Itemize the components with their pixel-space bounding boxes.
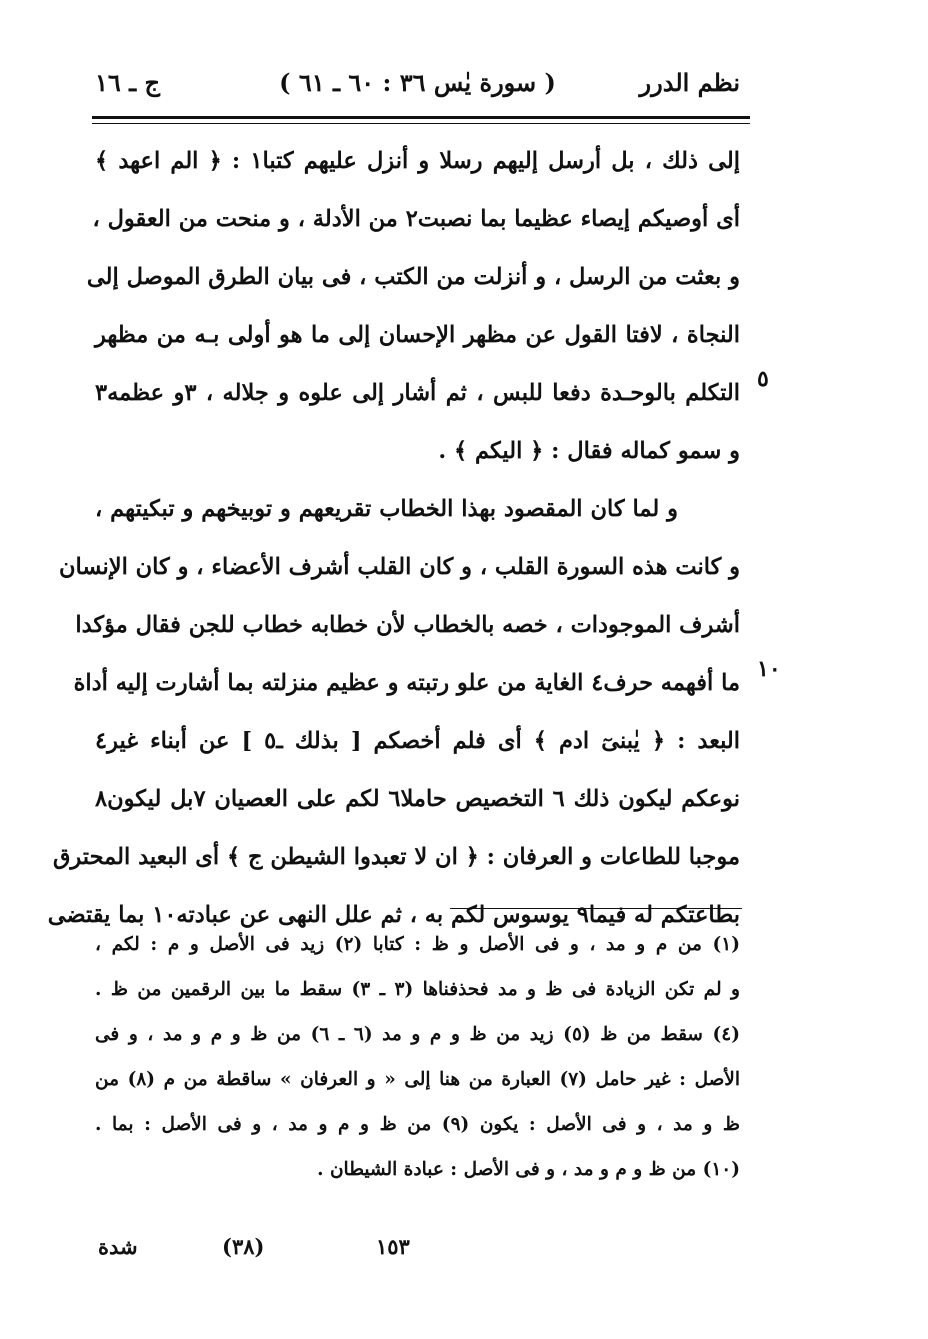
signature-number: (٣٨) — [222, 1234, 265, 1259]
text-line: إلى ذلك ، بل أرسل إليهم رسلا و أنزل عليهم كتبا١ : ﴿ الم اعهد ﴾ — [95, 148, 740, 174]
text-line: و سمو كماله فقال : ﴿ اليكم ﴾ . — [438, 438, 740, 464]
footnote-line: (٤) سقط من ظ (٥) زيد من ظ و م و مد (٦ ـ ٦) من ظ و م و مد ، و فى — [95, 1024, 740, 1045]
volume-number: ج ـ ١٦ — [95, 68, 161, 97]
text-line: و بعثت من الرسل ، و أنزلت من الكتب ، فى بيان الطرق الموصل إلى — [86, 264, 740, 290]
text-line: موجبا للطاعات و العرفان : ﴿ ان لا تعبدوا الشيطن ج ﴾ أى البعيد المحترق — [52, 844, 740, 870]
text-line: بطاعتكم له فيما٩ يوسوس لكم به ، ثم علل النهى عن عبادته١٠ بما يقتضى — [47, 902, 740, 928]
text-line: التكلم بالوحـدة دفعا للبس ، ثم أشار إلى علوه و جلاله ، ٣و عظمه٣ — [95, 380, 741, 406]
line-number-5: ٥ — [757, 366, 769, 392]
footnote-line: و لم تكن الزيادة فى ظ و مد فحذفناها (٣ ـ ٣) سقط ما بين الرقمين من ظ . — [95, 979, 740, 1000]
text-line: أشرف الموجودات ، خصه بالخطاب لأن خطابه خطاب للجن فقال مؤكدا — [75, 612, 740, 638]
text-line: أى أوصيكم إيصاء عظيما بما نصبت٢ من الأدلة ، و منحت من العقول ، — [92, 206, 740, 232]
text-line: البعد : ﴿ يٰبنىٓ ادم ﴾ أى فلم أخصكم [ بذلك ـ٥ ] عن أبناء غير٤ — [95, 728, 740, 754]
footnotes — [95, 922, 740, 1192]
header-rule-thick — [92, 116, 750, 119]
surah-reference: ( سورة يٰس ٣٦ : ٦٠ ـ ٦١ ) — [279, 68, 556, 97]
page-number: ١٥٣ — [376, 1234, 410, 1259]
text-line: نوعكم ليكون ذلك ٦ التخصيص حاملا٦ لكم على العصيان ٧بل ليكون٨ — [95, 786, 741, 812]
signature-word: شدة — [98, 1234, 138, 1259]
text-line: النجاة ، لافتا القول عن مظهر الإحسان إلى ما هو أولى بـه من مظهر — [95, 322, 740, 348]
footnote-line: (١) من م و مد ، و فى الأصل و ظ : كتابا (٢) زيد فى الأصل و م : لكم ، — [95, 934, 740, 955]
book-title: نظم الدرر — [639, 68, 740, 97]
header-rule-thin — [92, 123, 750, 124]
text-line: و كانت هذه السورة القلب ، و كان القلب أشرف الأعضاء ، و كان الإنسان — [59, 554, 740, 580]
text-line: ما أفهمه حرف٤ الغاية من علو رتبته و عظيم منزلته بما أشارت إليه أداة — [73, 670, 740, 696]
footnote-line: ظ و مد ، و فى الأصل : يكون (٩) من ظ و م و مد ، و فى الأصل : بما . — [95, 1114, 740, 1135]
text-line: و لما كان المقصود بهذا الخطاب تقريعهم و توبيخهم و تبكيتهم ، — [95, 496, 678, 522]
footnote-line: الأصل : غير حامل (٧) العبارة من هنا إلى « و العرفان » ساقطة من م (٨) من — [95, 1069, 740, 1090]
main-text — [47, 132, 741, 944]
footnote-separator — [450, 908, 742, 909]
footnote-line: (١٠) من ظ و م و مد ، و فى الأصل : عبادة الشيطان . — [317, 1159, 740, 1180]
page-header — [95, 60, 740, 104]
line-number-10: ١٠ — [757, 656, 781, 682]
